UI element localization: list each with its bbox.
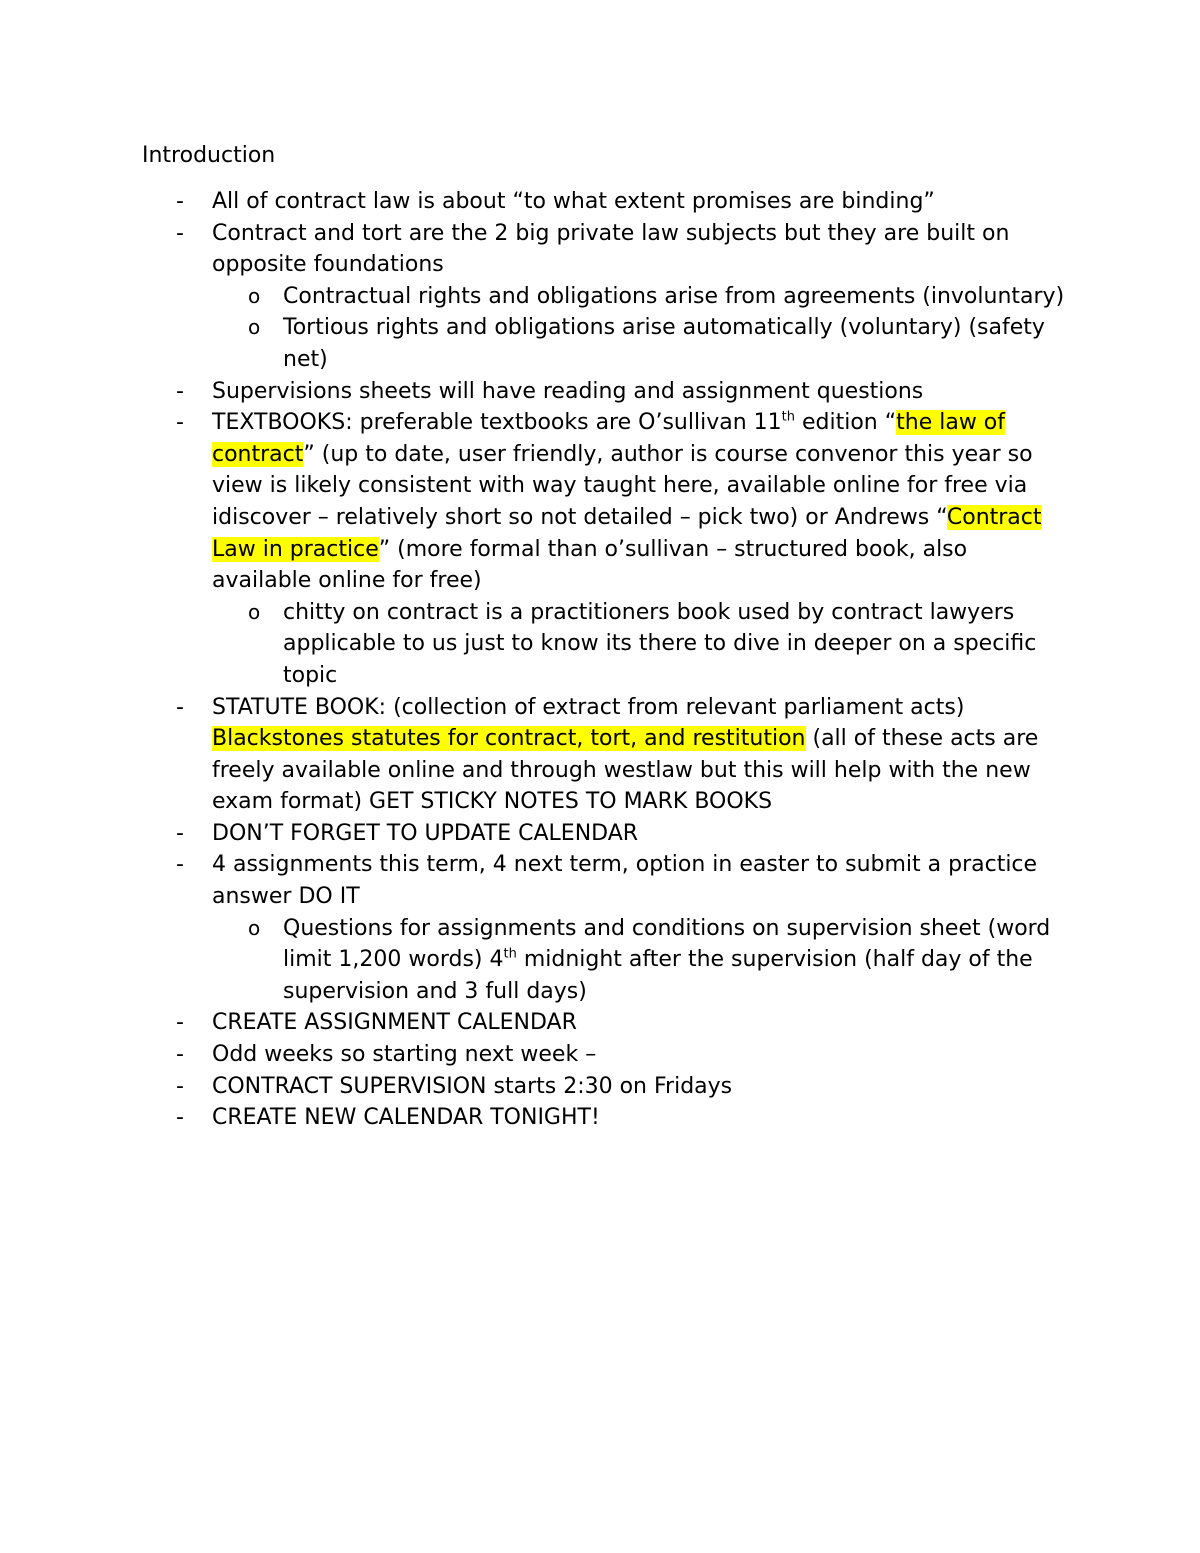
dash-bullet: - — [176, 1105, 184, 1131]
circle-bullet: o — [248, 599, 261, 624]
sub-list — [212, 913, 1070, 1008]
item-text: CONTRACT SUPERVISION starts 2:30 on Fridays — [212, 1073, 733, 1099]
list-item — [142, 692, 1070, 818]
dash-bullet: - — [176, 852, 184, 878]
dash-bullet: - — [176, 1042, 184, 1068]
list-item — [142, 1039, 1070, 1071]
list-item — [142, 407, 1070, 691]
list-item — [142, 1007, 1070, 1039]
item-text: CREATE NEW CALENDAR TONIGHT! — [212, 1105, 600, 1131]
dash-bullet: - — [176, 378, 184, 404]
item-text: 4 assignments this term, 4 next term, option in easter to submit a practice answer DO IT — [212, 852, 1038, 910]
superscript: th — [781, 409, 795, 425]
sub-list — [212, 281, 1070, 376]
item-text: Supervisions sheets will have reading and assignment questions — [212, 378, 924, 404]
item-text: Contract and tort are the 2 big private law subjects but they are built on opposite foundations — [212, 220, 1010, 278]
item-text: Questions for assignments and conditions on supervision sheet (word limit 1,200 words) 4th midnight after the supervision (half day of the supervision and 3 full days) — [283, 915, 1051, 1004]
highlighted-text: Contract Law in practice — [212, 504, 1042, 562]
sub-list — [212, 597, 1070, 692]
item-text: chitty on contract is a practitioners book used by contract lawyers applicable to us just to know its there to dive in deeper on a specific topic — [283, 599, 1037, 688]
circle-bullet: o — [248, 283, 261, 308]
superscript: th — [503, 946, 517, 962]
item-text: TEXTBOOKS: preferable textbooks are O’sullivan 11th edition “the law of contract” (up to date, user friendly, author is course convenor this year so view is likely consistent with way taught here, available online for free via idiscover – relatively short so not detailed – pick two) or Andrews “Contract Law in practice” (more formal than o’sullivan – structured book, also available online for free) — [212, 409, 1042, 594]
list-item — [142, 376, 1070, 408]
item-text: STATUTE BOOK: (collection of extract from relevant parliament acts) Blackstones statutes for contract, tort, and restitution (all of these acts are freely available online and through westlaw but this will help with the new exam format) GET STICKY NOTES TO MARK BOOKS — [212, 694, 1039, 815]
list-item — [142, 1071, 1070, 1103]
notes-list — [142, 186, 1070, 1134]
sub-list-item — [212, 312, 1070, 375]
item-text: Contractual rights and obligations arise from agreements (involuntary) — [283, 283, 1065, 309]
list-item — [142, 218, 1070, 376]
list-item — [142, 186, 1070, 218]
list-item — [142, 1102, 1070, 1134]
circle-bullet: o — [248, 915, 261, 940]
dash-bullet: - — [176, 410, 184, 436]
item-text: CREATE ASSIGNMENT CALENDAR — [212, 1010, 577, 1036]
dash-bullet: - — [176, 1073, 184, 1099]
item-text: Odd weeks so starting next week – — [212, 1042, 597, 1068]
highlighted-text: Blackstones statutes for contract, tort, and restitution — [212, 726, 806, 752]
item-text: DON’T FORGET TO UPDATE CALENDAR — [212, 820, 639, 846]
dash-bullet: - — [176, 694, 184, 720]
list-item — [142, 818, 1070, 850]
sub-list-item — [212, 597, 1070, 692]
sub-list-item — [212, 913, 1070, 1008]
dash-bullet: - — [176, 189, 184, 214]
dash-bullet: - — [176, 820, 184, 846]
sub-list-item — [212, 281, 1070, 313]
item-text: All of contract law is about “to what extent promises are binding” — [212, 189, 935, 214]
dash-bullet: - — [176, 220, 184, 246]
circle-bullet: o — [248, 315, 261, 340]
dash-bullet: - — [176, 1010, 184, 1036]
highlighted-text: the law of contract — [212, 410, 1006, 467]
item-text: Tortious rights and obligations arise automatically (voluntary) (safety net) — [283, 315, 1045, 372]
page-heading: Introduction — [142, 143, 276, 168]
list-item — [142, 849, 1070, 1007]
